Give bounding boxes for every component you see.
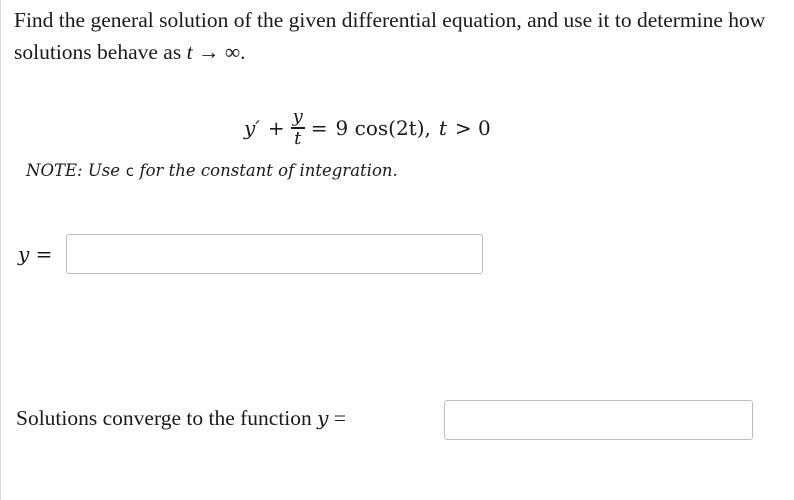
note-suffix: for the constant of integration.: [134, 161, 398, 180]
limit-function-input[interactable]: [444, 400, 753, 440]
equation-derivative: y′: [244, 116, 260, 140]
general-solution-input[interactable]: [66, 234, 483, 274]
limit-answer-label: [16, 403, 346, 433]
prompt-text: Find the general solution of the given differential equation, and use it to determine how solutions behave as: [14, 8, 766, 64]
equation-rhs: 9 cos(2t),: [335, 116, 431, 140]
fraction-denominator: t: [294, 127, 302, 149]
general-answer-label: [18, 240, 52, 268]
note-text: [26, 159, 398, 183]
general-answer-variable: y: [18, 242, 30, 266]
equation-equals: =: [310, 116, 328, 140]
prompt-limit: → ∞.: [192, 40, 246, 64]
general-answer-equals: =: [35, 242, 53, 266]
left-border: [0, 0, 1, 500]
note-prefix: NOTE: Use: [26, 161, 126, 180]
note-constant: c: [125, 162, 135, 180]
equation-condition-variable: t: [438, 116, 447, 140]
prompt-variable: t: [186, 40, 193, 64]
limit-answer-equals: =: [333, 406, 346, 430]
fraction-numerator: y: [292, 106, 303, 128]
limit-answer-variable: y: [317, 406, 329, 430]
question-prompt: [14, 4, 784, 68]
equation-condition: > 0: [454, 116, 491, 140]
equation-plus: +: [267, 116, 285, 140]
limit-answer-text: Solutions converge to the function: [16, 406, 312, 430]
equation-fraction: [291, 107, 305, 148]
differential-equation: [244, 98, 491, 158]
